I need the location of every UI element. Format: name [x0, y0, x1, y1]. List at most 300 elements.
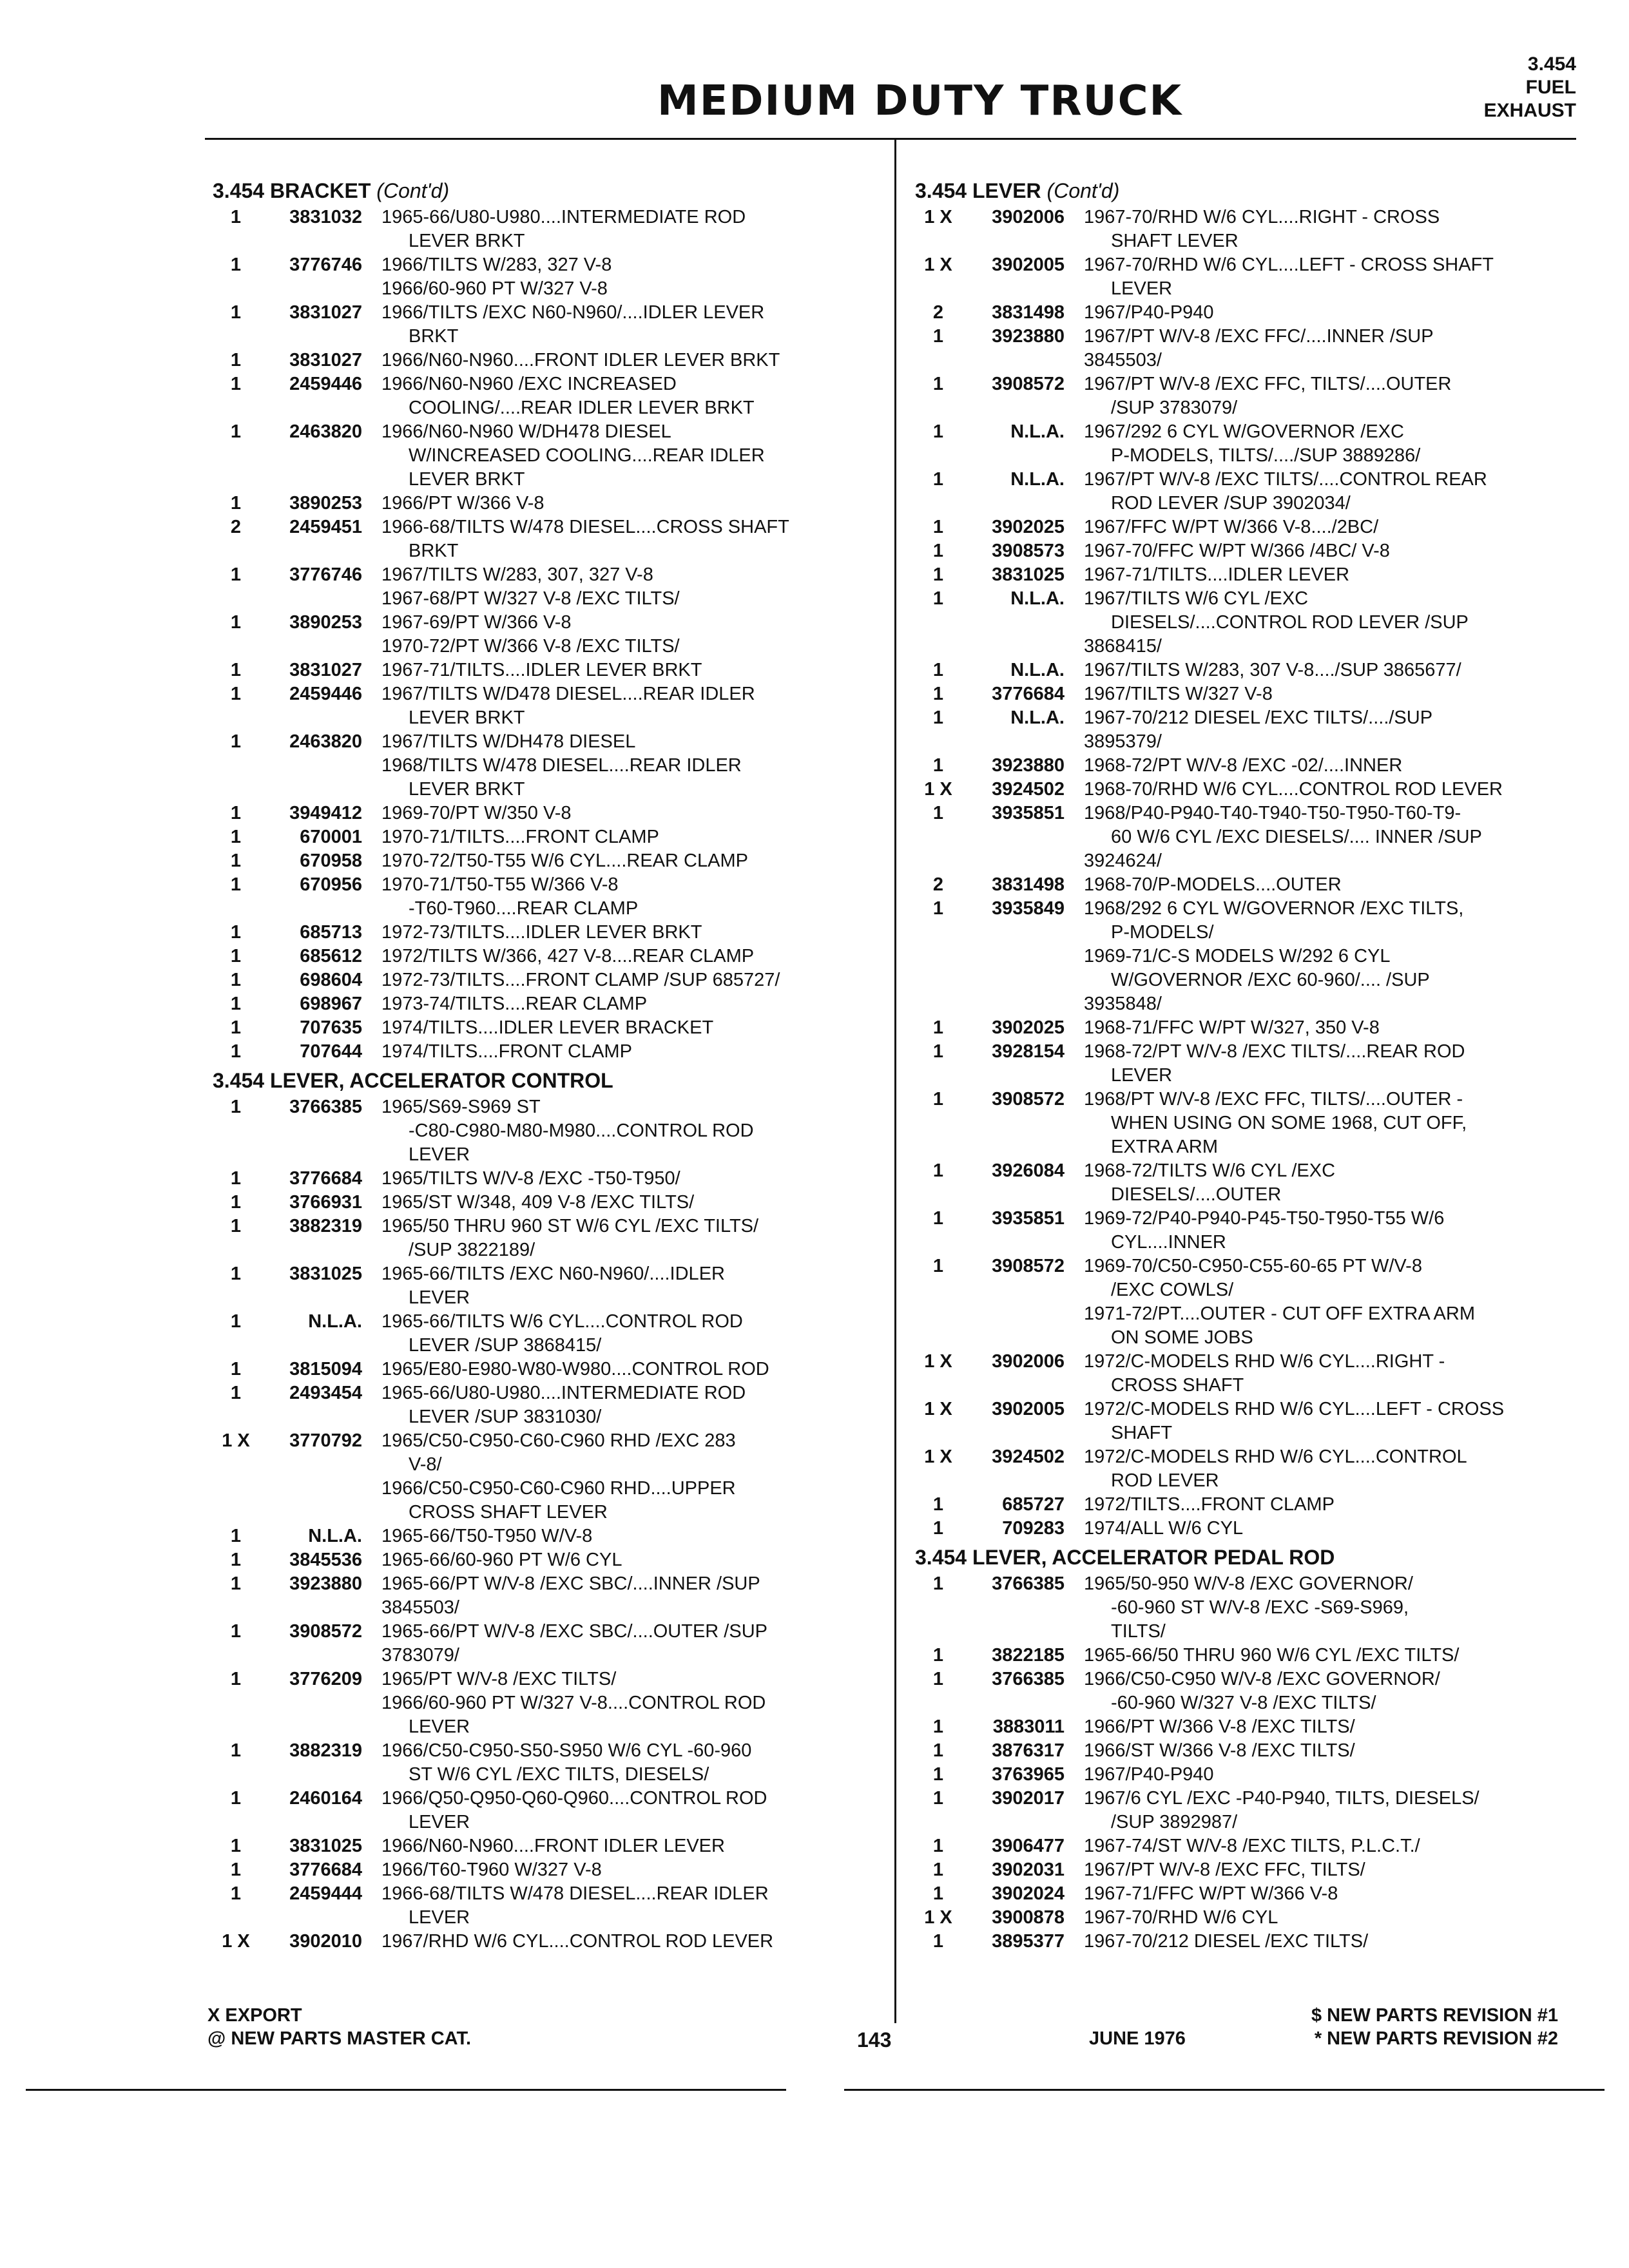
entry-quantity: 1: [230, 350, 242, 370]
entry-description: [381, 1429, 896, 1524]
entry-description: [1084, 301, 1598, 325]
entry-description-line: 1965/TILTS W/V-8 /EXC -T50-T950/: [381, 1168, 680, 1189]
entry-description-line: LEVER BRKT: [409, 469, 525, 490]
entry-description-line: BRKT: [409, 541, 459, 561]
entry-part-number: 3902010: [289, 1931, 362, 1952]
entry-description-line: V-8/: [409, 1454, 442, 1475]
entry-description: [381, 1167, 896, 1191]
entry-description: [381, 1882, 896, 1930]
entry-description-line: LEVER: [1111, 278, 1173, 299]
entry-quantity: 1: [932, 803, 944, 823]
entry-quantity: 1: [932, 326, 944, 347]
entry-description-line: ROD LEVER /SUP 3902034/: [1111, 493, 1351, 514]
entry-quantity: 2: [230, 517, 242, 537]
entry-description-line: SHAFT: [1111, 1423, 1173, 1443]
entry-description: [381, 1381, 896, 1429]
entry-quantity: 1: [932, 1931, 944, 1952]
entry-quantity: 1: [230, 302, 242, 323]
entry-part-number: 698967: [300, 994, 362, 1014]
entry-description-line: 3935848/: [1084, 994, 1162, 1014]
parts-entry: [915, 1207, 1598, 1254]
entry-description-line: 1968/TILTS W/478 DIESEL....REAR IDLER: [381, 755, 742, 776]
left-column: [213, 174, 896, 1954]
section-code: [1484, 53, 1576, 122]
entry-description-line: COOLING/....REAR IDLER LEVER BRKT: [409, 398, 755, 418]
entry-quantity: 1: [230, 946, 242, 966]
parts-entry: [915, 206, 1598, 253]
entry-description-line: 1972-73/TILTS....FRONT CLAMP /SUP 685727/: [381, 970, 780, 990]
parts-entry: [213, 1215, 896, 1262]
parts-entry: [915, 1040, 1598, 1088]
entry-description-line: 1967-69/PT W/366 V-8: [381, 612, 572, 633]
entry-quantity: 1: [230, 731, 242, 752]
entry-description-line: 1966/C50-C950-S50-S950 W/6 CYL -60-960: [381, 1740, 752, 1761]
entry-quantity: 1: [932, 1518, 944, 1539]
entry-description-line: 1966/PT W/366 V-8: [381, 493, 545, 514]
entry-description-line: LEVER: [409, 1287, 470, 1308]
entry-description-line: ST W/6 CYL /EXC TILTS, DIESELS/: [409, 1764, 709, 1785]
entry-quantity: 1: [230, 684, 242, 704]
entry-description: [1084, 706, 1598, 754]
entry-description-line: 3783079/: [381, 1645, 459, 1666]
entry-description-line: 1965/C50-C950-C60-C960 RHD /EXC 283: [381, 1430, 736, 1451]
entry-part-number: 3770792: [289, 1430, 362, 1451]
entry-part-number: 3923880: [992, 755, 1065, 776]
entry-description: [1084, 1159, 1598, 1207]
entry-part-number: 3900878: [992, 1907, 1065, 1928]
entry-part-number: 3908572: [992, 1089, 1065, 1110]
entry-part-number: 3949412: [289, 803, 362, 823]
entry-part-number: 3924502: [992, 779, 1065, 800]
entry-description-line: 60 W/6 CYL /EXC DIESELS/.... INNER /SUP: [1111, 827, 1482, 847]
parts-entry: [213, 658, 896, 682]
entry-part-number: 3831027: [289, 350, 362, 370]
entry-part-number: 2463820: [289, 731, 362, 752]
entry-description: [381, 968, 896, 992]
page-number: 143: [857, 2028, 892, 2052]
entry-description-line: 1968-70/P-MODELS....OUTER: [1084, 874, 1342, 895]
parts-entry: [213, 1882, 896, 1930]
entry-description: [1084, 515, 1598, 539]
entry-quantity: 1: [230, 374, 242, 394]
entry-description: [1084, 897, 1598, 1016]
entry-part-number: 3902006: [992, 1351, 1065, 1372]
entry-quantity: 1: [230, 1311, 242, 1332]
entry-description: [381, 253, 896, 301]
entry-part-number: 3895377: [992, 1931, 1065, 1952]
parts-entry: [213, 1381, 896, 1429]
entry-quantity: 1: [230, 1669, 242, 1689]
entry-description: [1084, 372, 1598, 420]
entry-part-number: 3776209: [289, 1669, 362, 1689]
entry-description: [1084, 1834, 1598, 1858]
entry-quantity: 1: [932, 374, 944, 394]
entry-part-number: 670001: [300, 827, 362, 847]
entry-quantity: 1 X: [924, 207, 952, 227]
entry-description-line: ROD LEVER: [1111, 1470, 1219, 1491]
entry-part-number: 3923880: [289, 1573, 362, 1594]
entry-description-line: CROSS SHAFT: [1111, 1375, 1244, 1396]
entry-description-line: DIESELS/....OUTER: [1111, 1184, 1282, 1205]
entry-description: [381, 301, 896, 349]
legend-revision-2: * NEW PARTS REVISION #2: [1314, 2028, 1558, 2049]
parts-entry: [213, 1548, 896, 1572]
entry-description-line: 3895379/: [1084, 731, 1162, 752]
parts-entry: [915, 1667, 1598, 1715]
entry-description: [381, 1930, 896, 1954]
entry-quantity: 1: [230, 994, 242, 1014]
entry-part-number: N.L.A.: [1010, 469, 1065, 490]
entry-quantity: 1 X: [924, 1351, 952, 1372]
parts-entry: [213, 1016, 896, 1040]
footer-legend-right: [1311, 2004, 1558, 2050]
footer-rule-right: [844, 2089, 1605, 2091]
entry-part-number: 3831498: [992, 302, 1065, 323]
entry-description-line: 1967-70/FFC W/PT W/366 /4BC/ V-8: [1084, 541, 1390, 561]
entry-quantity: 1: [230, 1860, 242, 1880]
publication-date: JUNE 1976: [1089, 2028, 1186, 2049]
right-column: [915, 174, 1598, 1954]
entry-description: [1084, 1882, 1598, 1906]
entry-quantity: 1: [932, 1089, 944, 1110]
entry-description-line: 1965-66/PT W/V-8 /EXC SBC/....OUTER /SUP: [381, 1621, 767, 1642]
entry-description-line: 1966/N60-N960....FRONT IDLER LEVER: [381, 1836, 725, 1856]
entry-part-number: 3935851: [992, 1208, 1065, 1229]
entry-description: [381, 1262, 896, 1310]
entry-description-line: 1965/S69-S969 ST: [381, 1097, 541, 1117]
entry-description: [381, 945, 896, 968]
entry-quantity: 1: [230, 1621, 242, 1642]
section-heading-contd: (Cont'd): [376, 179, 450, 202]
entry-description-line: 1966/N60-N960 W/DH478 DIESEL: [381, 421, 671, 442]
entry-description-line: 1965/ST W/348, 409 V-8 /EXC TILTS/: [381, 1192, 695, 1213]
entry-description: [1084, 587, 1598, 658]
entry-part-number: 3882319: [289, 1216, 362, 1236]
parts-entry: [213, 515, 896, 563]
entry-description-line: 1972-73/TILTS....IDLER LEVER BRKT: [381, 922, 702, 943]
entry-description: [1084, 1763, 1598, 1787]
entry-part-number: 3882319: [289, 1740, 362, 1761]
parts-entry: [915, 897, 1598, 1016]
entry-quantity: 1: [932, 1160, 944, 1181]
entry-description: [1084, 1739, 1598, 1763]
parts-entry: [915, 1572, 1598, 1644]
entry-description: [381, 1548, 896, 1572]
parts-entry: [213, 253, 896, 301]
entry-description: [381, 1572, 896, 1620]
entry-description-line: 1967-70/RHD W/6 CYL: [1084, 1907, 1278, 1928]
entry-description-line: 1965-66/TILTS W/6 CYL....CONTROL ROD: [381, 1311, 743, 1332]
legend-master-cat: @ NEW PARTS MASTER CAT.: [207, 2028, 472, 2049]
entry-quantity: 1: [932, 755, 944, 776]
entry-quantity: 1: [932, 660, 944, 680]
entry-description-line: 1966/60-960 PT W/327 V-8....CONTROL ROD: [381, 1693, 766, 1713]
parts-entry: [213, 1858, 896, 1882]
entry-quantity: 1: [230, 207, 242, 227]
entry-quantity: 2: [932, 874, 944, 895]
entry-description-line: 1967-70/RHD W/6 CYL....LEFT - CROSS SHAFT: [1084, 255, 1494, 275]
entry-quantity: 1: [230, 970, 242, 990]
entry-part-number: 3902017: [992, 1788, 1065, 1809]
entry-description-line: 1968-70/RHD W/6 CYL....CONTROL ROD LEVER: [1084, 779, 1503, 800]
entry-description-line: 1966-68/TILTS W/478 DIESEL....REAR IDLER: [381, 1883, 769, 1904]
parts-entry: [915, 301, 1598, 325]
parts-entry: [915, 1445, 1598, 1493]
entry-description-line: 1967/PT W/V-8 /EXC FFC, TILTS/....OUTER: [1084, 374, 1452, 394]
parts-entry: [915, 1493, 1598, 1517]
entry-description: [381, 682, 896, 730]
entry-description-line: 1966/Q50-Q950-Q60-Q960....CONTROL ROD: [381, 1788, 767, 1809]
entry-description-line: 1969-71/C-S MODELS W/292 6 CYL: [1084, 946, 1391, 966]
entry-part-number: 3928154: [992, 1041, 1065, 1062]
entry-description: [381, 1667, 896, 1739]
entry-quantity: 1: [932, 517, 944, 537]
entry-part-number: 3902025: [992, 1017, 1065, 1038]
entry-description-line: LEVER: [409, 1716, 470, 1737]
entry-description-line: LEVER /SUP 3868415/: [409, 1335, 602, 1356]
entry-description-line: 1967/PT W/V-8 /EXC FFC, TILTS/: [1084, 1860, 1365, 1880]
entry-quantity: 1: [932, 707, 944, 728]
entry-part-number: N.L.A.: [1010, 660, 1065, 680]
entry-description: [1084, 1040, 1598, 1088]
entry-description-line: /EXC COWLS/: [1111, 1280, 1234, 1300]
parts-entry: [213, 420, 896, 492]
entry-part-number: 709283: [1002, 1518, 1065, 1539]
entry-description: [381, 849, 896, 873]
entry-quantity: 1: [932, 1645, 944, 1666]
entry-description-line: 1972/C-MODELS RHD W/6 CYL....LEFT - CROSS: [1084, 1399, 1505, 1419]
entry-part-number: 2459446: [289, 374, 362, 394]
entry-description: [1084, 539, 1598, 563]
entry-description-line: WHEN USING ON SOME 1968, CUT OFF,: [1111, 1113, 1467, 1133]
entry-description-line: 1967-71/TILTS....IDLER LEVER: [1084, 564, 1350, 585]
entry-quantity: 1: [932, 1788, 944, 1809]
entry-description: [1084, 873, 1598, 897]
parts-entry: [915, 1350, 1598, 1398]
entry-description-line: 1968-72/TILTS W/6 CYL /EXC: [1084, 1160, 1336, 1181]
entry-description: [1084, 1930, 1598, 1954]
entry-quantity: 1: [230, 1041, 242, 1062]
entry-description: [381, 492, 896, 515]
entry-description: [381, 1358, 896, 1381]
entry-part-number: 3831025: [289, 1836, 362, 1856]
entry-description-line: 1966/PT W/366 V-8 /EXC TILTS/: [1084, 1716, 1355, 1737]
entry-quantity: 1: [230, 1526, 242, 1546]
entry-description-line: 1967/FFC W/PT W/366 V-8..../2BC/: [1084, 517, 1379, 537]
parts-entry: [915, 468, 1598, 515]
parts-entry: [213, 372, 896, 420]
entry-description-line: 1967/TILTS W/DH478 DIESEL: [381, 731, 636, 752]
entry-part-number: 3776684: [992, 684, 1065, 704]
entry-quantity: 1: [932, 469, 944, 490]
entry-part-number: 685612: [300, 946, 362, 966]
parts-entry: [915, 325, 1598, 372]
entry-part-number: 3906477: [992, 1836, 1065, 1856]
entry-quantity: 1: [230, 1017, 242, 1038]
entry-description-line: LEVER: [409, 1907, 470, 1928]
entry-description-line: 1967-68/PT W/327 V-8 /EXC TILTS/: [381, 588, 680, 609]
parts-entry: [213, 1167, 896, 1191]
entry-part-number: 3890253: [289, 493, 362, 514]
entry-quantity: 1: [932, 1494, 944, 1515]
entry-description: [1084, 468, 1598, 515]
entry-description-line: 1967-70/212 DIESEL /EXC TILTS/..../SUP: [1084, 707, 1433, 728]
entry-description-line: 1968/292 6 CYL W/GOVERNOR /EXC TILTS,: [1084, 898, 1464, 919]
entry-part-number: N.L.A.: [1010, 588, 1065, 609]
entry-description: [381, 1858, 896, 1882]
entry-description-line: LEVER: [409, 1812, 470, 1832]
section-heading-text: 3.454 LEVER, ACCELERATOR CONTROL: [213, 1069, 613, 1092]
parts-entry: [915, 1834, 1598, 1858]
entry-description: [1084, 1398, 1598, 1445]
parts-entry: [213, 825, 896, 849]
parts-entry: [915, 778, 1598, 802]
entry-quantity: 1 X: [924, 1907, 952, 1928]
parts-entry: [213, 873, 896, 921]
parts-entry: [915, 1517, 1598, 1541]
entry-description-line: 1966/C50-C950-C60-C960 RHD....UPPER: [381, 1478, 736, 1499]
entry-description-line: -C80-C980-M80-M980....CONTROL ROD: [409, 1120, 754, 1141]
entry-quantity: 1 X: [222, 1931, 250, 1952]
entry-quantity: 1: [932, 1860, 944, 1880]
entry-description-line: BRKT: [409, 326, 459, 347]
entry-description: [381, 1834, 896, 1858]
entry-part-number: 3831032: [289, 207, 362, 227]
parts-entry: [213, 1667, 896, 1739]
entry-description-line: ON SOME JOBS: [1111, 1327, 1253, 1348]
entry-description-line: 1967-74/ST W/V-8 /EXC TILTS, P.L.C.T./: [1084, 1836, 1420, 1856]
entry-quantity: 1: [230, 612, 242, 633]
entry-description-line: 1970-72/T50-T55 W/6 CYL....REAR CLAMP: [381, 850, 748, 871]
entry-quantity: 1: [230, 1097, 242, 1117]
entry-part-number: 2459444: [289, 1883, 362, 1904]
entry-description: [1084, 563, 1598, 587]
entry-description: [381, 515, 896, 563]
entry-part-number: 3902031: [992, 1860, 1065, 1880]
entry-description: [1084, 1088, 1598, 1159]
section-subgroup: EXHAUST: [1483, 100, 1576, 121]
entry-description: [381, 420, 896, 492]
entry-description: [1084, 1016, 1598, 1040]
parts-entry: [915, 1882, 1598, 1906]
entry-part-number: 3776746: [289, 255, 362, 275]
entry-quantity: 1: [230, 1264, 242, 1284]
entry-description-line: 1967/TILTS W/D478 DIESEL....REAR IDLER: [381, 684, 755, 704]
entry-description-line: 1967-70/RHD W/6 CYL....RIGHT - CROSS: [1084, 207, 1440, 227]
entry-description-line: 1965-66/U80-U980....INTERMEDIATE ROD: [381, 1383, 746, 1403]
entry-quantity: 1: [932, 1764, 944, 1785]
parts-entry: [915, 372, 1598, 420]
entry-description-line: SHAFT LEVER: [1111, 231, 1239, 251]
parts-entry: [213, 1834, 896, 1858]
entry-quantity: 1: [230, 1168, 242, 1189]
section-heading: [213, 1069, 896, 1093]
entry-description-line: 1972/C-MODELS RHD W/6 CYL....RIGHT -: [1084, 1351, 1445, 1372]
entry-description: [381, 206, 896, 253]
entry-description-line: 1969-70/PT W/350 V-8: [381, 803, 572, 823]
entry-description-line: 1967-70/212 DIESEL /EXC TILTS/: [1084, 1931, 1369, 1952]
entry-quantity: 1: [932, 588, 944, 609]
entry-description: [1084, 1572, 1598, 1644]
entry-description-line: 3845503/: [381, 1597, 459, 1618]
entry-description-line: 1965/E80-E980-W80-W980....CONTROL ROD: [381, 1359, 769, 1379]
parts-entry: [915, 658, 1598, 682]
section-heading-text: 3.454 LEVER: [915, 179, 1041, 202]
parts-entry: [213, 1262, 896, 1310]
entry-part-number: N.L.A.: [308, 1311, 362, 1332]
entry-description: [1084, 420, 1598, 468]
entry-description: [1084, 1207, 1598, 1254]
entry-part-number: 3902005: [992, 1399, 1065, 1419]
entry-description-line: 1972/C-MODELS RHD W/6 CYL....CONTROL: [1084, 1446, 1467, 1467]
parts-entry: [213, 1429, 896, 1524]
entry-description: [1084, 1667, 1598, 1715]
parts-entry: [915, 1254, 1598, 1350]
entry-part-number: 3766385: [289, 1097, 362, 1117]
entry-description-line: 1965-66/PT W/V-8 /EXC SBC/....INNER /SUP: [381, 1573, 760, 1594]
entry-part-number: 2463820: [289, 421, 362, 442]
entry-description-line: P-MODELS, TILTS/..../SUP 3889286/: [1111, 445, 1421, 466]
entry-part-number: 3831498: [992, 874, 1065, 895]
entry-part-number: 3902024: [992, 1883, 1065, 1904]
entry-part-number: 698604: [300, 970, 362, 990]
entry-description-line: 1967/P40-P940: [1084, 1764, 1214, 1785]
entry-part-number: 707635: [300, 1017, 362, 1038]
entry-quantity: 2: [932, 302, 944, 323]
section-heading-text: 3.454 BRACKET: [213, 179, 371, 202]
entry-description: [381, 349, 896, 372]
entry-description: [1084, 802, 1598, 873]
entry-quantity: 1: [932, 1208, 944, 1229]
entry-description: [1084, 1517, 1598, 1541]
entry-part-number: 3923880: [992, 326, 1065, 347]
entry-quantity: 1: [230, 660, 242, 680]
entry-part-number: 3908572: [992, 1256, 1065, 1276]
entry-description-line: 3845503/: [1084, 350, 1162, 370]
entry-part-number: 3831027: [289, 302, 362, 323]
entry-quantity: 1: [932, 421, 944, 442]
entry-description: [381, 992, 896, 1016]
entry-quantity: 1: [932, 1017, 944, 1038]
entry-description-line: 1971-72/PT....OUTER - CUT OFF EXTRA ARM: [1084, 1303, 1475, 1324]
entry-part-number: 3815094: [289, 1359, 362, 1379]
entry-description: [381, 1191, 896, 1215]
parts-entry: [213, 682, 896, 730]
entry-quantity: 1: [230, 803, 242, 823]
entry-description-line: W/INCREASED COOLING....REAR IDLER: [409, 445, 765, 466]
parts-entry: [915, 802, 1598, 873]
entry-description-line: LEVER BRKT: [409, 779, 525, 800]
entry-description: [381, 1310, 896, 1358]
header-rule: [205, 138, 1576, 140]
entry-part-number: 3902005: [992, 255, 1065, 275]
entry-part-number: 3926084: [992, 1160, 1065, 1181]
parts-entry: [213, 1310, 896, 1358]
entry-quantity: 1: [230, 1383, 242, 1403]
entry-part-number: 3883011: [992, 1716, 1065, 1737]
parts-entry: [213, 1739, 896, 1787]
entry-description-line: 1968/P40-P940-T40-T940-T50-T950-T60-T9-: [1084, 803, 1461, 823]
entry-part-number: 3902006: [992, 207, 1065, 227]
parts-entry: [213, 1787, 896, 1834]
section-heading: [915, 1546, 1598, 1570]
entry-part-number: 2459451: [289, 517, 362, 537]
entry-description-line: 1974/TILTS....FRONT CLAMP: [381, 1041, 632, 1062]
parts-entry: [915, 563, 1598, 587]
entry-part-number: N.L.A.: [308, 1526, 362, 1546]
entry-description-line: 1966/T60-T960 W/327 V-8: [381, 1860, 602, 1880]
entry-part-number: 3776684: [289, 1168, 362, 1189]
